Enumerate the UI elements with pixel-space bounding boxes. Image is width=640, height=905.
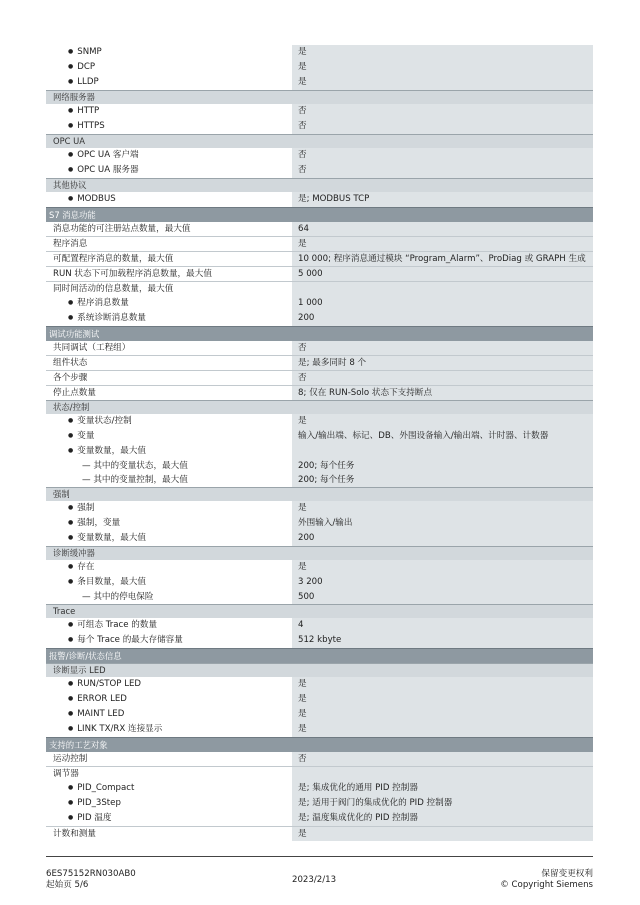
header-label: 状态/控制	[53, 402, 90, 412]
spec-row	[46, 163, 593, 178]
spec-value: 否	[292, 341, 593, 355]
spec-row	[46, 692, 593, 707]
subsection-header	[46, 487, 593, 501]
page-number: 起始页 5/6	[46, 880, 89, 890]
spec-row	[46, 296, 593, 311]
spec-label: ● 每个 Trace 的最大存储容量	[46, 633, 292, 648]
section-header	[46, 326, 593, 341]
header-label: 支持的工艺对象	[49, 740, 108, 750]
spec-value: 否	[292, 752, 593, 766]
spec-row	[46, 311, 593, 326]
spec-label: ● 变量数量，最大值	[46, 444, 292, 459]
header-label: 其他协议	[53, 180, 87, 190]
spec-row	[46, 104, 593, 119]
spec-row	[46, 590, 593, 604]
spec-row	[46, 222, 593, 236]
spec-value	[292, 444, 593, 459]
spec-label: ● PID_3Step	[46, 796, 292, 811]
spec-value: 是	[292, 722, 593, 737]
spec-label: 计数和测量	[53, 829, 96, 839]
spec-label: 同时间活动的信息数量，最大值	[53, 284, 174, 294]
rights-notice: 保留变更权利	[541, 869, 593, 879]
spec-value: 是	[292, 560, 593, 575]
spec-value: 否	[292, 371, 593, 385]
spec-label: 各个步骤	[53, 373, 88, 383]
spec-label: ● MODBUS	[46, 192, 292, 207]
spec-value: 512 kbyte	[292, 633, 593, 648]
subsection-header	[46, 604, 593, 618]
spec-row	[46, 677, 593, 692]
spec-value: 200; 每个任务	[292, 459, 593, 473]
spec-label: 停止点数量	[53, 388, 96, 398]
spec-row	[46, 281, 593, 296]
spec-value: 是	[292, 707, 593, 722]
spec-row	[46, 370, 593, 385]
spec-label: — 其中的停电保险	[82, 592, 154, 602]
spec-label: — 其中的变量控制，最大值	[82, 475, 188, 485]
spec-value: 3 200	[292, 575, 593, 590]
spec-value: 否	[292, 148, 593, 163]
spec-row	[46, 459, 593, 473]
spec-label: 共同调试（工程组）	[53, 343, 131, 353]
header-label: S7 消息功能	[49, 210, 96, 220]
spec-label: 消息功能的可注册站点数量，最大值	[53, 224, 191, 234]
spec-value: 5 000	[292, 267, 593, 281]
spec-value: 是	[292, 692, 593, 707]
spec-row	[46, 501, 593, 516]
spec-label: ● ERROR LED	[46, 692, 292, 707]
header-label: 强制	[53, 489, 70, 499]
spec-label: ● 变量数量，最大值	[46, 531, 292, 546]
spec-value: 200; 每个任务	[292, 473, 593, 487]
spec-value: 是	[292, 237, 593, 251]
spec-value: 500	[292, 590, 593, 604]
footer-right	[500, 869, 593, 891]
footer-left	[46, 869, 136, 891]
subsection-header	[46, 663, 593, 677]
spec-row	[46, 516, 593, 531]
spec-row	[46, 385, 593, 400]
spec-label: ● HTTP	[46, 104, 292, 119]
spec-row	[46, 355, 593, 370]
spec-label: ● 变量状态/控制	[46, 414, 292, 429]
spec-row	[46, 575, 593, 590]
spec-label: 组件状态	[53, 358, 88, 368]
spec-value: 200	[292, 531, 593, 546]
spec-row	[46, 811, 593, 826]
spec-label: ● 强制，变量	[46, 516, 292, 531]
footer-date: 2023/2/13	[292, 875, 337, 885]
spec-row	[46, 796, 593, 811]
header-label: 诊断缓冲器	[53, 548, 95, 558]
spec-value: 否	[292, 163, 593, 178]
spec-label: ● OPC UA 客户端	[46, 148, 292, 163]
spec-row	[46, 341, 593, 355]
spec-label: ● PID_Compact	[46, 781, 292, 796]
spec-value	[292, 282, 593, 296]
spec-label: ● MAINT LED	[46, 707, 292, 722]
spec-row	[46, 444, 593, 459]
spec-value: 4	[292, 618, 593, 633]
spec-label: ● OPC UA 服务器	[46, 163, 292, 178]
spec-label: ● 强制	[46, 501, 292, 516]
spec-value: 8; 仅在 RUN-Solo 状态下支持断点	[292, 386, 593, 400]
spec-row	[46, 251, 593, 266]
spec-label: 运动控制	[53, 754, 88, 764]
spec-value: 输入/输出端、标记、DB、外围设备输入/输出端、计时器、计数器	[292, 429, 593, 444]
spec-label: RUN 状态下可加载程序消息数量，最大值	[53, 269, 212, 279]
spec-label: ● LLDP	[46, 75, 292, 90]
spec-value: 是; MODBUS TCP	[292, 192, 593, 207]
header-label: 调试功能测试	[49, 329, 100, 339]
spec-value: 是	[292, 75, 593, 90]
header-label: 网络服务器	[53, 92, 95, 102]
spec-row	[46, 266, 593, 281]
spec-value: 是	[292, 414, 593, 429]
spec-row	[46, 766, 593, 781]
header-label: 报警/诊断/状态信息	[49, 651, 122, 661]
subsection-header	[46, 546, 593, 560]
spec-value: 否	[292, 119, 593, 134]
spec-value: 是	[292, 501, 593, 516]
spec-value: 是	[292, 45, 593, 60]
spec-row	[46, 148, 593, 163]
spec-row	[46, 618, 593, 633]
spec-value: 是; 集成优化的通用 PID 控制器	[292, 781, 593, 796]
spec-label: ● HTTPS	[46, 119, 292, 134]
spec-value: 是	[292, 827, 593, 841]
spec-label: ● PID 温度	[46, 811, 292, 826]
spec-row	[46, 707, 593, 722]
spec-label: ● 条目数量，最大值	[46, 575, 292, 590]
spec-value: 64	[292, 222, 593, 236]
spec-row	[46, 473, 593, 487]
subsection-header	[46, 134, 593, 148]
spec-label: ● DCP	[46, 60, 292, 75]
spec-row	[46, 531, 593, 546]
spec-label: 可配置程序消息的数量，最大值	[53, 254, 174, 264]
spec-row	[46, 236, 593, 251]
subsection-header	[46, 178, 593, 192]
spec-value: 是; 最多同时 8 个	[292, 356, 593, 370]
spec-row	[46, 826, 593, 841]
spec-label: ● RUN/STOP LED	[46, 677, 292, 692]
spec-row	[46, 429, 593, 444]
spec-row	[46, 752, 593, 766]
spec-row	[46, 781, 593, 796]
subsection-header	[46, 400, 593, 414]
footer-divider	[46, 856, 593, 857]
spec-value: 否	[292, 104, 593, 119]
spec-value: 是; 适用于阀门的集成优化的 PID 控制器	[292, 796, 593, 811]
spec-value: 10 000; 程序消息通过模块 “Program_Alarm”、ProDiag 或 GRAPH 生成	[292, 252, 593, 266]
spec-label: ● 存在	[46, 560, 292, 575]
spec-value	[292, 767, 593, 781]
spec-label: 调节器	[53, 769, 79, 779]
spec-value: 200	[292, 311, 593, 326]
spec-value: 外围输入/输出	[292, 516, 593, 531]
spec-row	[46, 119, 593, 134]
section-header	[46, 737, 593, 752]
section-header	[46, 207, 593, 222]
spec-label: — 其中的变量状态，最大值	[82, 461, 188, 471]
spec-row	[46, 414, 593, 429]
spec-table	[46, 45, 593, 841]
spec-row	[46, 722, 593, 737]
spec-label: ● SNMP	[46, 45, 292, 60]
subsection-header	[46, 90, 593, 104]
spec-label: 程序消息	[53, 239, 88, 249]
spec-row	[46, 560, 593, 575]
spec-label: ● 系统诊断消息数量	[46, 311, 292, 326]
header-label: 诊断显示 LED	[53, 665, 106, 675]
spec-row	[46, 75, 593, 90]
spec-label: ● 程序消息数量	[46, 296, 292, 311]
spec-label: ● 变量	[46, 429, 292, 444]
spec-value: 是	[292, 677, 593, 692]
spec-label: ● LINK TX/RX 连接显示	[46, 722, 292, 737]
spec-row	[46, 45, 593, 60]
copyright-notice: © Copyright Siemens	[500, 880, 593, 890]
order-number: 6ES75152RN030AB0	[46, 869, 136, 879]
spec-row	[46, 192, 593, 207]
section-header	[46, 648, 593, 663]
spec-row	[46, 60, 593, 75]
header-label: Trace	[53, 606, 76, 616]
spec-value: 是; 温度集成优化的 PID 控制器	[292, 811, 593, 826]
spec-row	[46, 633, 593, 648]
header-label: OPC UA	[53, 136, 86, 146]
spec-value: 1 000	[292, 296, 593, 311]
spec-label: ● 可组态 Trace 的数量	[46, 618, 292, 633]
spec-value: 是	[292, 60, 593, 75]
